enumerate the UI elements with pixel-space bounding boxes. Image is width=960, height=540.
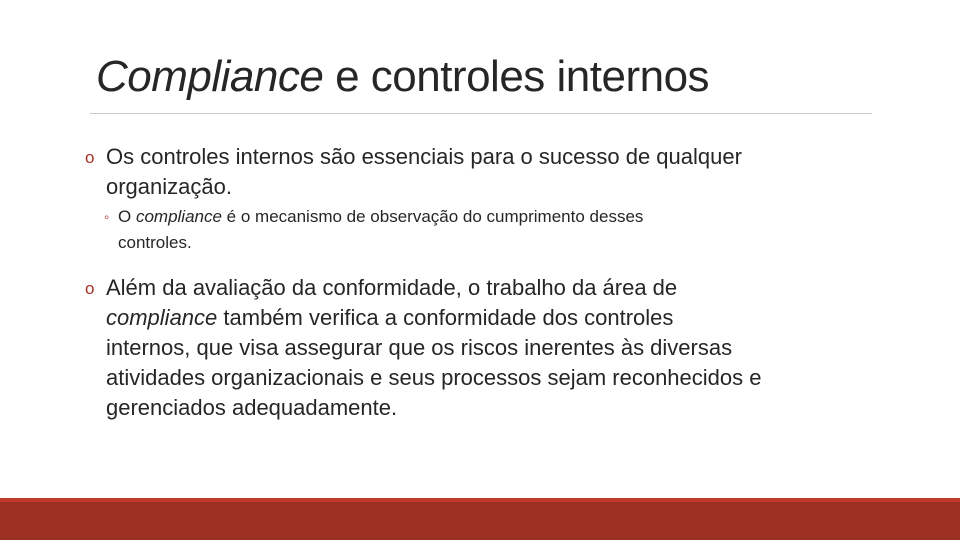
sub-bullet-marker: ◦ <box>104 209 110 226</box>
sub-bullet-text-line: O compliance é o mecanismo de observação do cumprimento desses <box>118 207 644 226</box>
bullet-text-line: atividades organizacionais e seus processos sejam reconhecidos e <box>106 365 762 390</box>
bullet-text-line: Os controles internos são essenciais para o sucesso de qualquer <box>106 144 742 169</box>
title-italic: Compliance <box>96 52 324 101</box>
sub-bullet-text-line: controles. <box>118 233 192 252</box>
title-rest: e controles internos <box>323 52 710 101</box>
title-divider <box>90 113 872 114</box>
bullet-text-line: internos, que visa assegurar que os riscos inerentes às diversas <box>106 335 733 360</box>
bullet-marker: o <box>85 279 95 298</box>
bullet-text-line: Além da avaliação da conformidade, o trabalho da área de <box>106 275 678 300</box>
bullet-marker: o <box>85 148 95 167</box>
bullet-text-line: gerenciados adequadamente. <box>106 395 398 420</box>
slide-title <box>96 52 709 102</box>
footer-bar <box>0 502 960 540</box>
bullet-text-line: organização. <box>106 174 232 199</box>
bullet-text-line: compliance também verifica a conformidade dos controles <box>106 305 674 330</box>
